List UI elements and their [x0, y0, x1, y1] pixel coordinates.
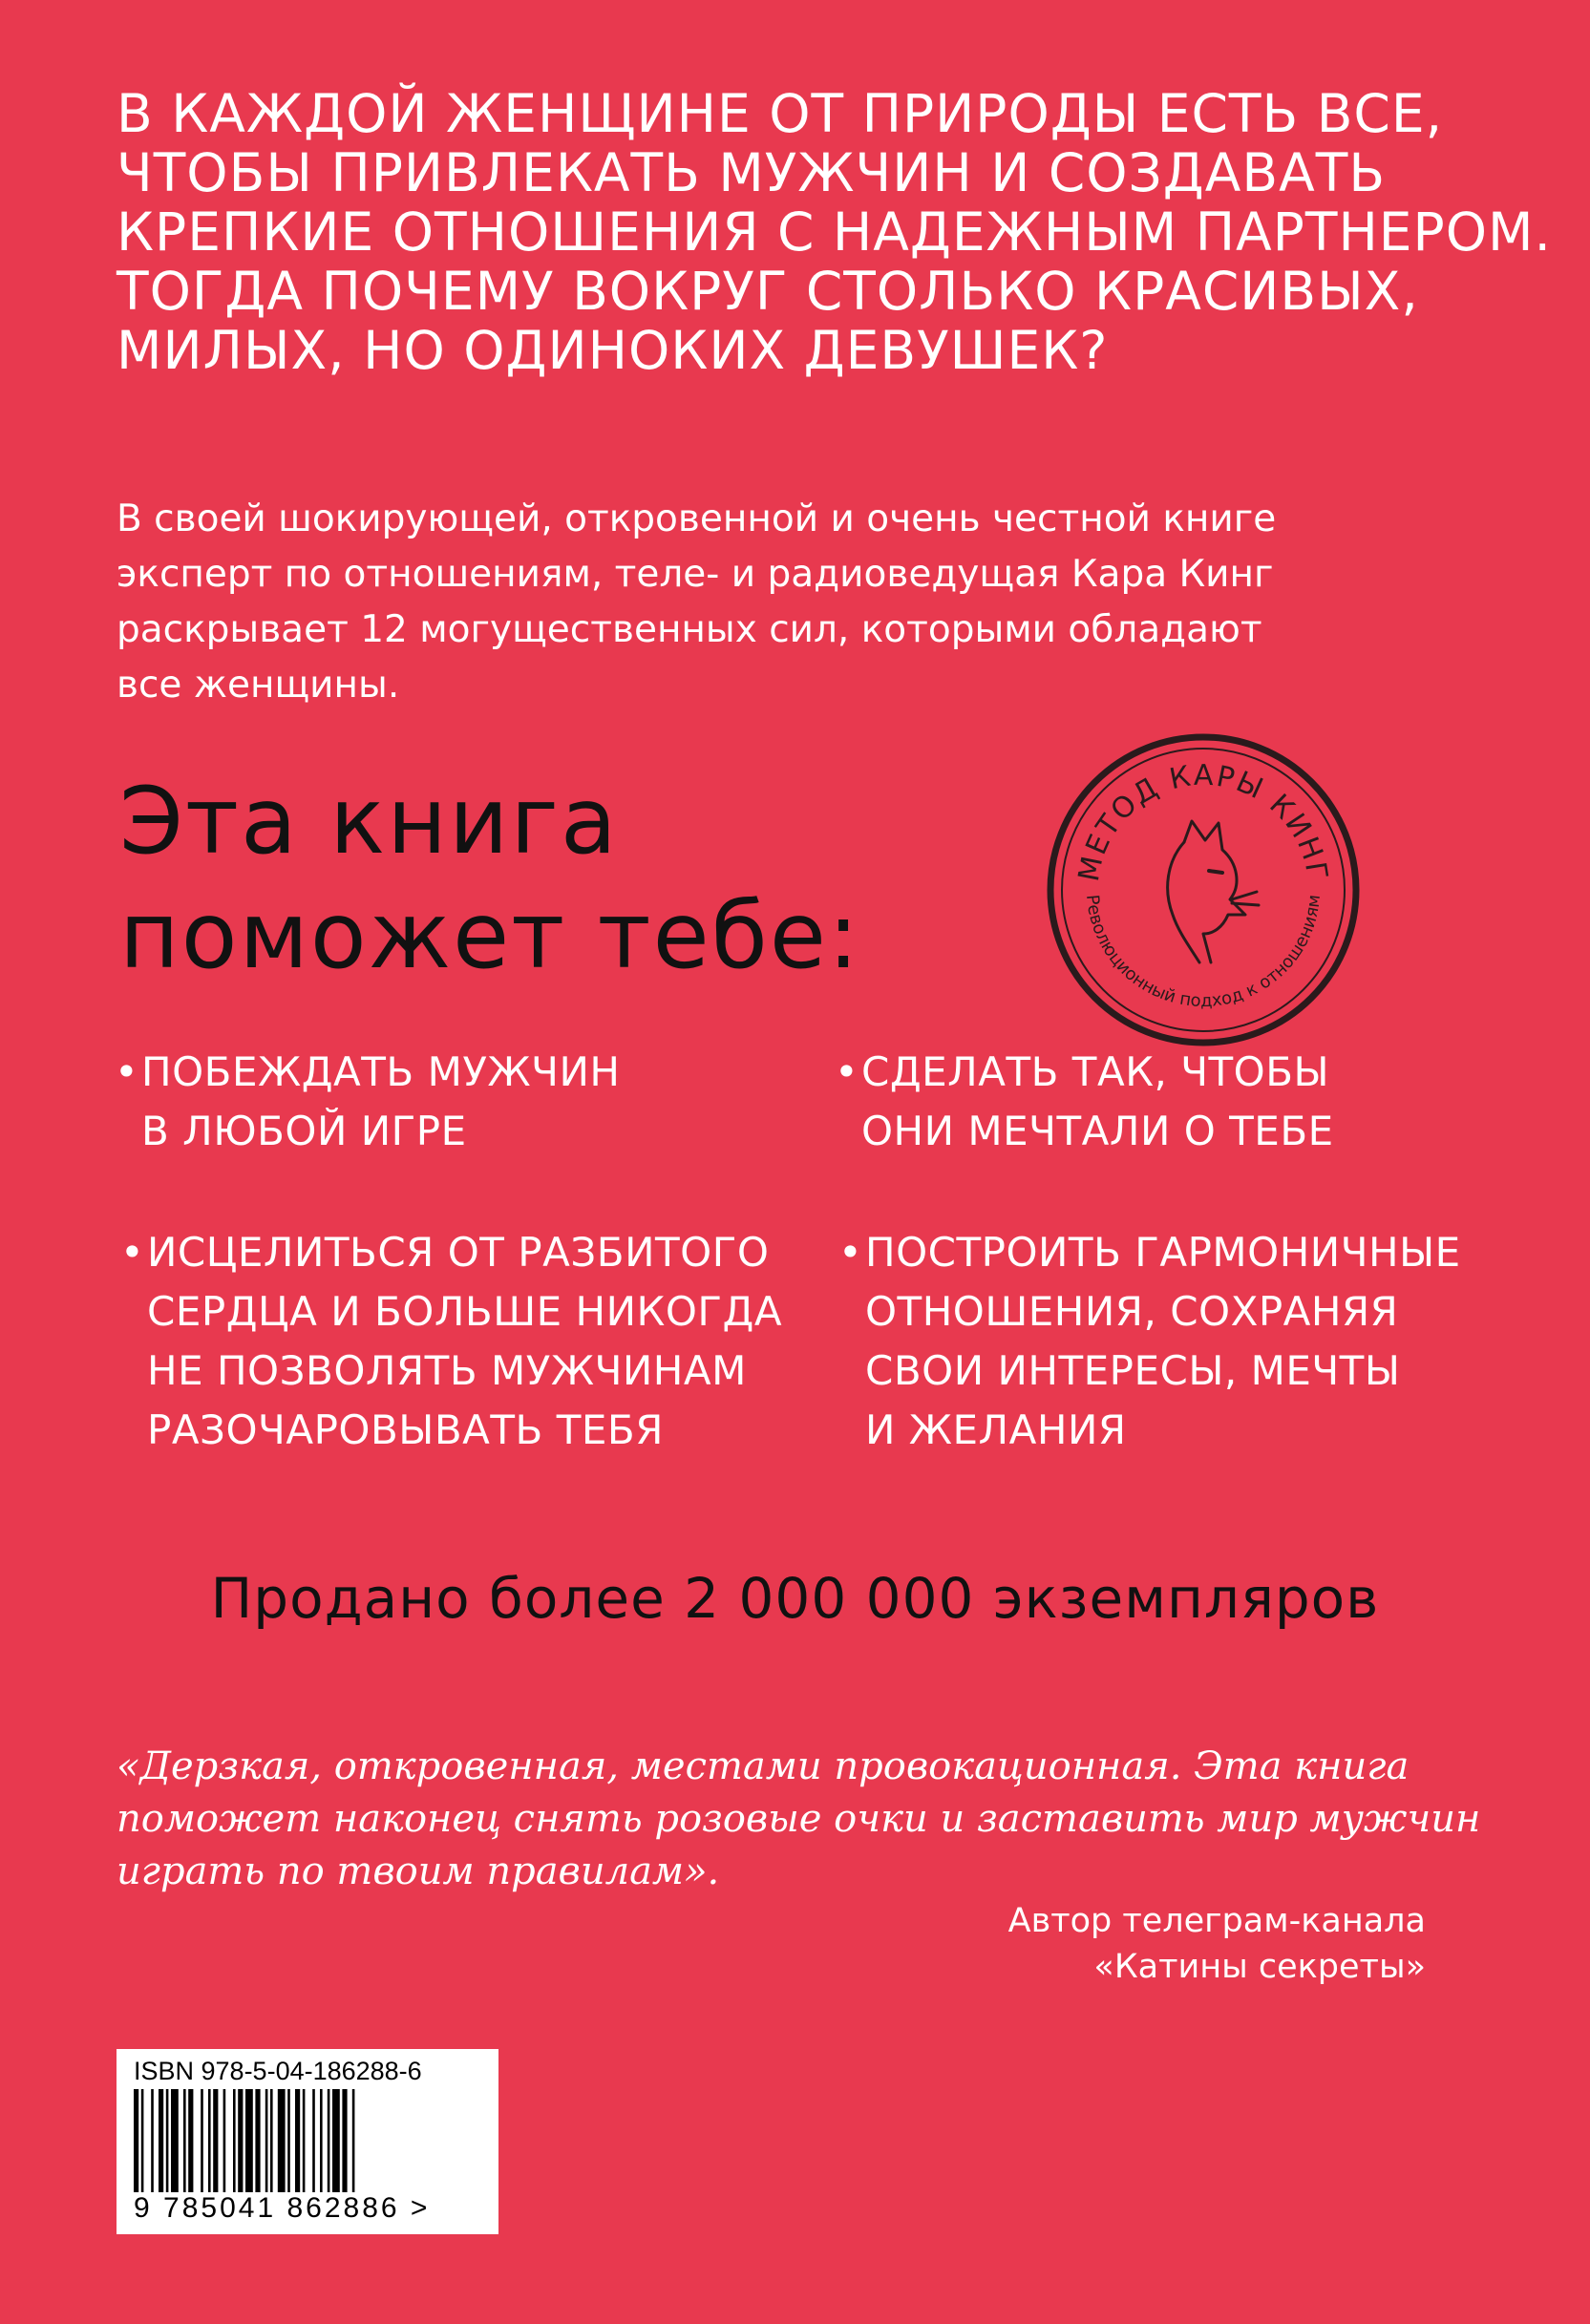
barcode-bar — [255, 2089, 260, 2192]
barcode-bar — [233, 2089, 236, 2192]
barcode-bar — [151, 2089, 154, 2192]
barcode-bar — [328, 2089, 330, 2192]
barcode-bar — [342, 2089, 347, 2192]
review-quote — [117, 1741, 1511, 1898]
attribution-line-1: Автор телеграм-канала — [1007, 1902, 1426, 1940]
headline-line: ЧТОБЫ ПРИВЛЕКАТЬ МУЖЧИН И СОЗДАВАТЬ — [117, 142, 1387, 203]
intro-line: В своей шокирующей, откровенной и очень честной книге — [117, 497, 1277, 540]
method-stamp — [1041, 728, 1366, 1052]
barcode-bar — [134, 2089, 138, 2192]
barcode-bar — [270, 2089, 273, 2192]
benefit-item — [835, 1043, 1334, 1161]
bullet-icon: • — [838, 1229, 863, 1276]
headline — [117, 83, 1552, 381]
barcode-bar — [278, 2089, 286, 2192]
benefit-line: В ЛЮБОЙ ИГРЕ — [141, 1108, 467, 1154]
barcode-bar — [295, 2089, 300, 2192]
benefit-line: СДЕЛАТЬ ТАК, ЧТОБЫ — [861, 1048, 1330, 1095]
bullet-icon: • — [120, 1229, 145, 1276]
barcode-bar — [238, 2089, 243, 2192]
barcode-bar — [213, 2089, 218, 2192]
bullet-icon: • — [115, 1048, 139, 1095]
intro-paragraph — [117, 492, 1473, 713]
benefit-line: ОТНОШЕНИЯ, СОХРАНЯЯ — [865, 1288, 1399, 1335]
benefit-line: ОНИ МЕЧТАЛИ О ТЕБЕ — [861, 1108, 1334, 1154]
barcode-bar — [183, 2089, 186, 2192]
barcode-bar — [141, 2089, 144, 2192]
barcode-bar — [320, 2089, 323, 2192]
benefit-item — [115, 1043, 621, 1161]
barcode-bar — [332, 2089, 340, 2192]
barcode-bar — [166, 2089, 169, 2192]
barcode-bar — [312, 2089, 315, 2192]
benefit-line: ПОБЕЖДАТЬ МУЖЧИН — [141, 1048, 621, 1095]
stamp-top-text: МЕТОД КАРЫ КИНГ — [1071, 758, 1334, 884]
barcode-bar — [188, 2089, 193, 2192]
barcode-bar — [208, 2089, 211, 2192]
headline-line: В КАЖДОЙ ЖЕНЩИНЕ ОТ ПРИРОДЫ ЕСТЬ ВСЕ, — [117, 83, 1444, 144]
benefit-line: НЕ ПОЗВОЛЯТЬ МУЖЧИНАМ — [147, 1347, 747, 1394]
barcode-bar — [171, 2089, 179, 2192]
barcode-bar — [201, 2089, 203, 2192]
section-title-line-1: Эта книга — [119, 768, 619, 875]
quote-line: играть по твоим правилам». — [117, 1849, 720, 1893]
quote-line: «Дерзкая, откровенная, местами провокационная. Эта книга — [117, 1744, 1410, 1788]
sales-claim: Продано более 2 000 000 экземпляров — [210, 1566, 1380, 1631]
benefit-item — [838, 1223, 1461, 1460]
headline-line: КРЕПКИЕ ОТНОШЕНИЯ С НАДЕЖНЫМ ПАРТНЕРОМ. — [117, 201, 1552, 263]
benefit-line: СЕРДЦА И БОЛЬШЕ НИКОГДА — [147, 1288, 783, 1335]
barcode-bar — [159, 2089, 163, 2192]
benefit-line: СВОИ ИНТЕРЕСЫ, МЕЧТЫ — [865, 1347, 1401, 1394]
barcode-bar — [352, 2089, 355, 2192]
benefit-line: И ЖЕЛАНИЯ — [865, 1406, 1127, 1453]
benefit-item — [120, 1223, 783, 1460]
barcode-box — [117, 2049, 498, 2234]
section-title — [119, 764, 979, 993]
headline-line: МИЛЫХ, НО ОДИНОКИХ ДЕВУШЕК? — [117, 320, 1109, 381]
attribution-line-2: «Катины секреты» — [1093, 1948, 1426, 1986]
quote-line: поможет наконец снять розовые очки и заставить мир мужчин — [117, 1797, 1481, 1841]
barcode-bar — [265, 2089, 268, 2192]
intro-line: эксперт по отношениям, теле- и радиоведущая Кара Кинг — [117, 553, 1274, 596]
benefit-line: ИСЦЕЛИТЬСЯ ОТ РАЗБИТОГО — [147, 1229, 770, 1276]
barcode-bar — [245, 2089, 253, 2192]
isbn-label: ISBN 978-5-04-186288-6 — [134, 2057, 422, 2085]
headline-line: ТОГДА ПОЧЕМУ ВОКРУГ СТОЛЬКО КРАСИВЫХ, — [117, 261, 1419, 322]
barcode-bar — [223, 2089, 226, 2192]
bullet-icon: • — [835, 1048, 859, 1095]
benefit-line: РАЗОЧАРОВЫВАТЬ ТЕБЯ — [147, 1406, 664, 1453]
stamp-bottom-text: Революционный подход к отношениям — [1082, 893, 1325, 1012]
barcode-icon — [134, 2089, 449, 2192]
barcode-bar — [303, 2089, 306, 2192]
intro-line: все женщины. — [117, 664, 400, 707]
quote-attribution — [757, 1898, 1426, 1990]
cat-icon — [1168, 821, 1259, 962]
benefit-line: ПОСТРОИТЬ ГАРМОНИЧНЫЕ — [865, 1229, 1461, 1276]
barcode-bar — [287, 2089, 290, 2192]
stamp-graphic — [1041, 728, 1366, 1052]
section-title-line-2: поможет тебе: — [119, 882, 861, 989]
intro-line: раскрывает 12 могущественных сил, которыми обладают — [117, 608, 1262, 651]
barcode-digits: 9 785041 862886 > — [134, 2192, 431, 2224]
